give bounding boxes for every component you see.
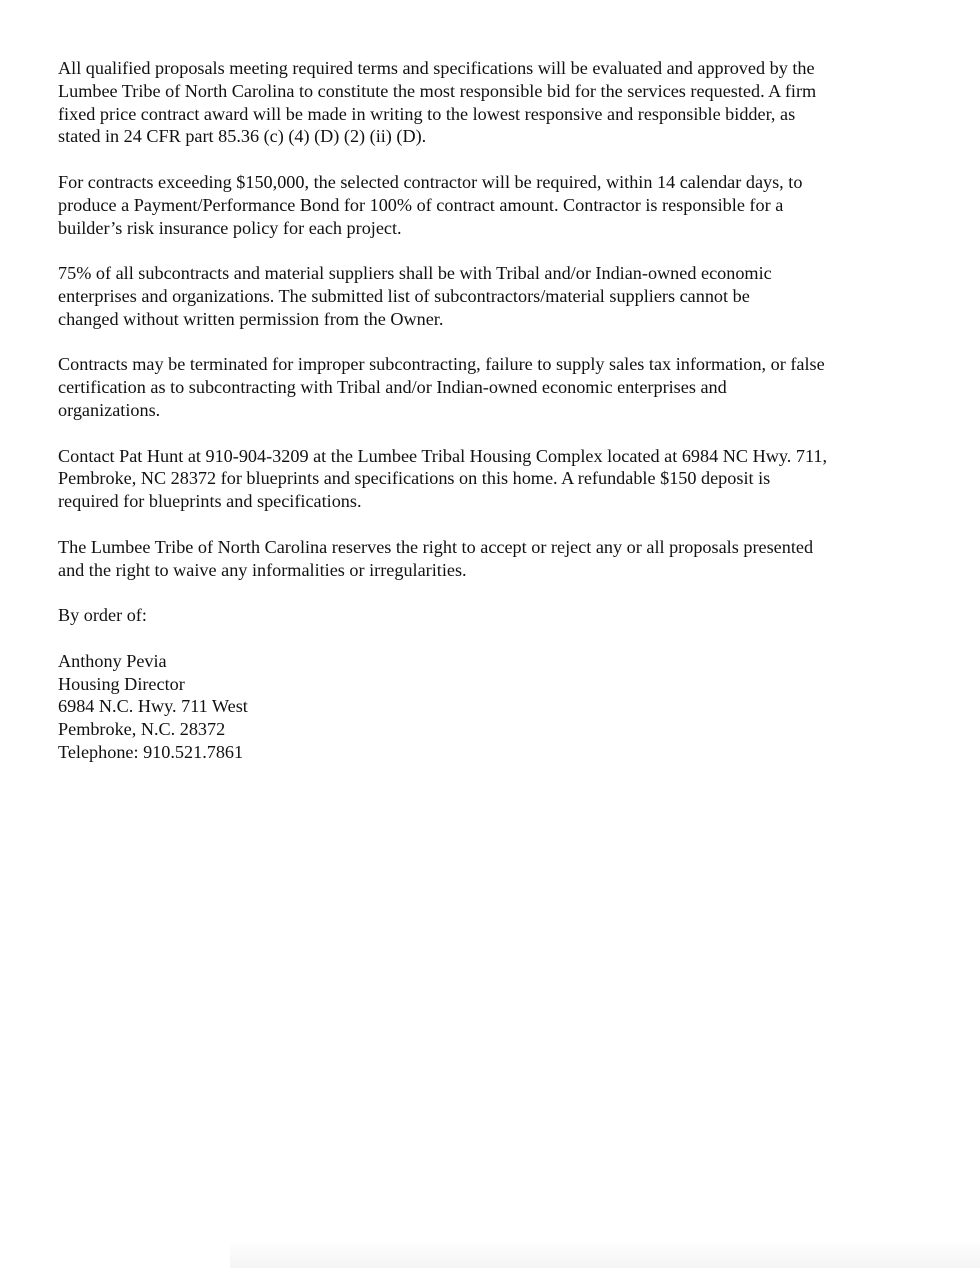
paragraph-bond-requirement: For contracts exceeding $150,000, the selected contractor will be required, within 14 calendar days, to produce a Payment/Performance Bond for 100% of contract amount. Contractor is responsible for a builder’s risk insurance policy for each project. xyxy=(58,171,803,238)
paragraph-contact: Contact Pat Hunt at 910-904-3209 at the Lumbee Tribal Housing Complex located at 6984 NC Hwy. 711, Pembroke, NC 28372 for blueprints and specifications on this home. A refundable $150 deposit is required for blueprints and specifications. xyxy=(58,445,827,512)
paragraph-by-order: By order of: xyxy=(58,605,147,626)
signatory-name: Anthony Pevia xyxy=(58,650,167,671)
signatory-telephone: Telephone: 910.521.7861 xyxy=(58,741,244,762)
signatory-city: Pembroke, N.C. 28372 xyxy=(58,719,226,740)
paragraph-termination: Contracts may be terminated for improper subcontracting, failure to supply sales tax information, or false certification as to subcontracting with Tribal and/or Indian-owned economic enterprises and organizations. xyxy=(58,354,825,420)
paragraph-evaluation: All qualified proposals meeting required terms and specifications will be evaluated and approved by the Lumbee Tribe of North Carolina to constitute the most responsible bid for the services requested. A firm fixed price contract award will be made in writing to the lowest responsive and responsible bidder, as stated in 24 CFR part 85.36 (c) (4) (D) (2) (ii) (D). xyxy=(58,58,817,147)
paragraph-subcontracts: 75% of all subcontracts and material suppliers shall be with Tribal and/or Indian-owned economic enterprises and organizations. The submitted list of subcontractors/material suppliers cannot be changed without written permission from the Owner. xyxy=(58,263,772,329)
page-edge-shadow xyxy=(230,1240,980,1268)
signatory-title: Housing Director xyxy=(58,673,185,694)
paragraph-reservation: The Lumbee Tribe of North Carolina reserves the right to accept or reject any or all proposals presented and the right to waive any informalities or irregularities. xyxy=(58,536,814,580)
signatory-address: 6984 N.C. Hwy. 711 West xyxy=(58,696,248,717)
document-body xyxy=(58,57,938,764)
signature-block xyxy=(58,650,938,764)
